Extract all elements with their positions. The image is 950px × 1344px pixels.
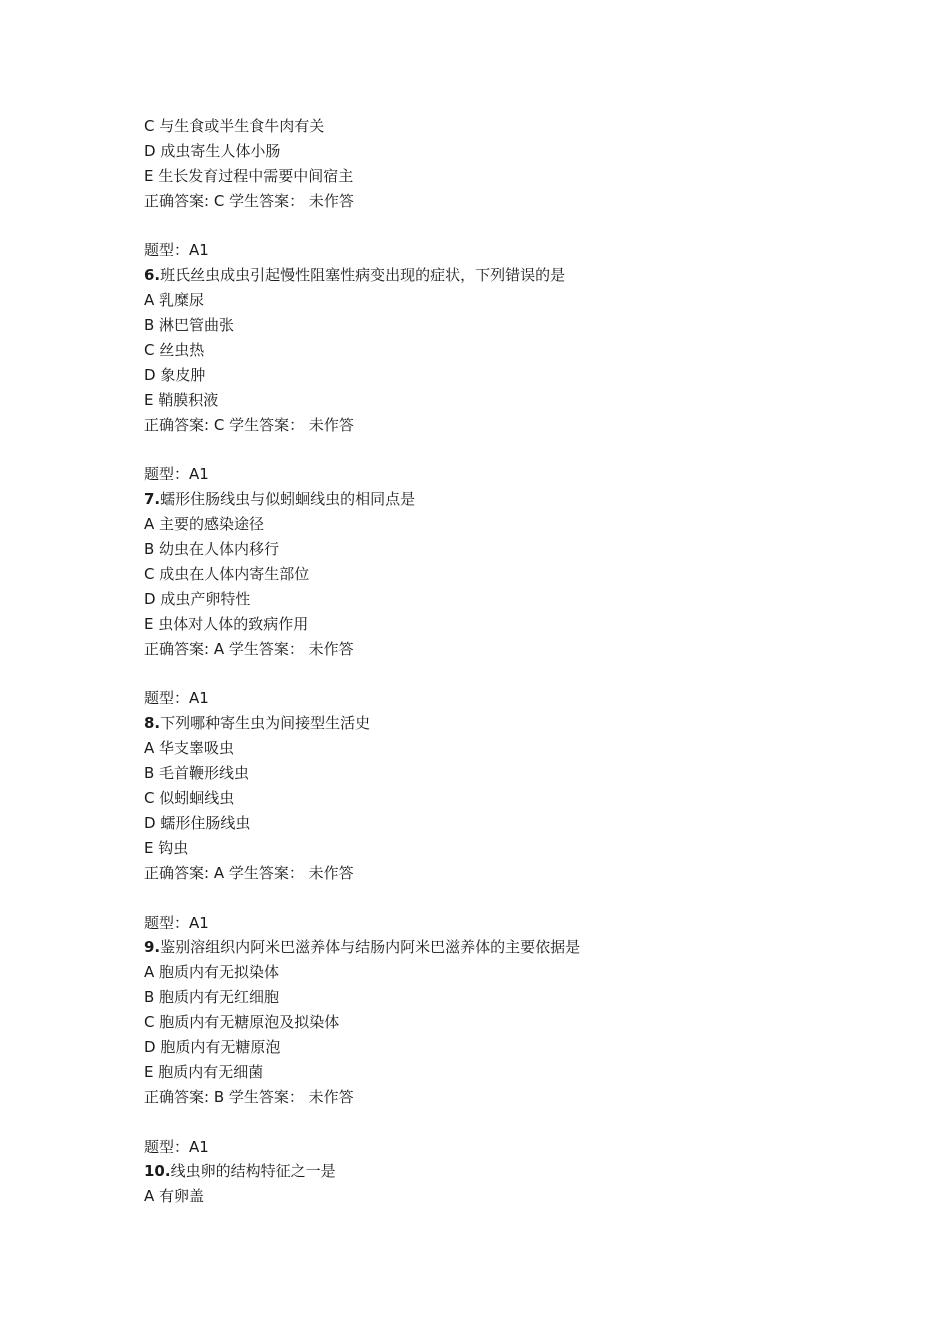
question-type: 题型：A1 bbox=[144, 689, 209, 708]
question-type: 题型：A1 bbox=[144, 913, 209, 932]
option-line: A 有卵盖 bbox=[144, 1187, 205, 1206]
option-line: B 淋巴管曲张 bbox=[144, 316, 235, 335]
question-stem-line bbox=[144, 263, 864, 288]
question-stem: 下列哪种寄生虫为间接型生活史 bbox=[160, 714, 371, 733]
question-type: 题型：A1 bbox=[144, 465, 209, 484]
answer-line: 正确答案: C 学生答案： 未作答 bbox=[144, 191, 354, 210]
spacer bbox=[144, 438, 864, 463]
option-line: C 丝虫热 bbox=[144, 341, 205, 360]
question-stem-line bbox=[144, 487, 864, 512]
answer-line: 正确答案: B 学生答案： 未作答 bbox=[144, 1087, 354, 1106]
question-block bbox=[144, 1135, 864, 1210]
question-block bbox=[144, 686, 864, 885]
document-page bbox=[144, 114, 864, 1209]
question-block bbox=[144, 911, 864, 1110]
spacer bbox=[144, 662, 864, 687]
question-type: 题型：A1 bbox=[144, 241, 209, 260]
question-stem-line bbox=[144, 711, 864, 736]
question-number: 6. bbox=[144, 266, 161, 285]
question-number: 8. bbox=[144, 714, 161, 733]
option-line: C 与生食或半生食牛肉有关 bbox=[144, 117, 325, 135]
question-number: 9. bbox=[144, 938, 161, 957]
option-line: A 胞质内有无拟染体 bbox=[144, 963, 280, 982]
option-line: E 生长发育过程中需要中间宿主 bbox=[144, 166, 354, 185]
answer-line: 正确答案: A 学生答案： 未作答 bbox=[144, 863, 354, 882]
question-stem: 蠕形住肠线虫与似蚓蛔线虫的相同点是 bbox=[160, 490, 416, 509]
option-line: D 蠕形住肠线虫 bbox=[144, 813, 251, 832]
option-line: B 胞质内有无红细胞 bbox=[144, 988, 280, 1007]
option-line: E 鞘膜积液 bbox=[144, 390, 219, 409]
option-line: C 似蚓蛔线虫 bbox=[144, 789, 235, 808]
answer-line: 正确答案: A 学生答案： 未作答 bbox=[144, 639, 354, 658]
question-block bbox=[144, 462, 864, 661]
question-block bbox=[144, 238, 864, 437]
question-number: 7. bbox=[144, 490, 161, 509]
option-line: D 胞质内有无糖原泡 bbox=[144, 1037, 281, 1056]
spacer bbox=[144, 1110, 864, 1135]
spacer bbox=[144, 886, 864, 911]
option-line: E 胞质内有无细菌 bbox=[144, 1062, 264, 1081]
option-line: A 主要的感染途径 bbox=[144, 515, 265, 534]
question-stem: 鉴别溶组织内阿米巴滋养体与结肠内阿米巴滋养体的主要依据是 bbox=[160, 938, 581, 957]
question-stem: 班氏丝虫成虫引起慢性阻塞性病变出现的症状，下列错误的是 bbox=[160, 266, 566, 285]
option-line: D 象皮肿 bbox=[144, 365, 206, 384]
question-stem-line bbox=[144, 935, 864, 960]
option-line: A 乳糜尿 bbox=[144, 291, 205, 310]
question-number: 10. bbox=[144, 1162, 171, 1181]
spacer bbox=[144, 214, 864, 239]
intro-block bbox=[144, 114, 864, 214]
question-stem: 线虫卵的结构特征之一是 bbox=[170, 1162, 336, 1181]
option-line: E 虫体对人体的致病作用 bbox=[144, 614, 309, 633]
option-line: C 胞质内有无糖原泡及拟染体 bbox=[144, 1013, 340, 1032]
question-type: 题型：A1 bbox=[144, 1137, 209, 1156]
option-line: C 成虫在人体内寄生部位 bbox=[144, 565, 310, 584]
option-line: B 幼虫在人体内移行 bbox=[144, 540, 280, 559]
option-line: D 成虫产卵特性 bbox=[144, 589, 251, 608]
answer-line: 正确答案: C 学生答案： 未作答 bbox=[144, 415, 354, 434]
option-line: A 华支睾吸虫 bbox=[144, 739, 235, 758]
question-stem-line bbox=[144, 1159, 864, 1184]
option-line: E 钩虫 bbox=[144, 838, 189, 857]
option-line: B 毛首鞭形线虫 bbox=[144, 764, 250, 783]
option-line: D 成虫寄生人体小肠 bbox=[144, 141, 281, 160]
